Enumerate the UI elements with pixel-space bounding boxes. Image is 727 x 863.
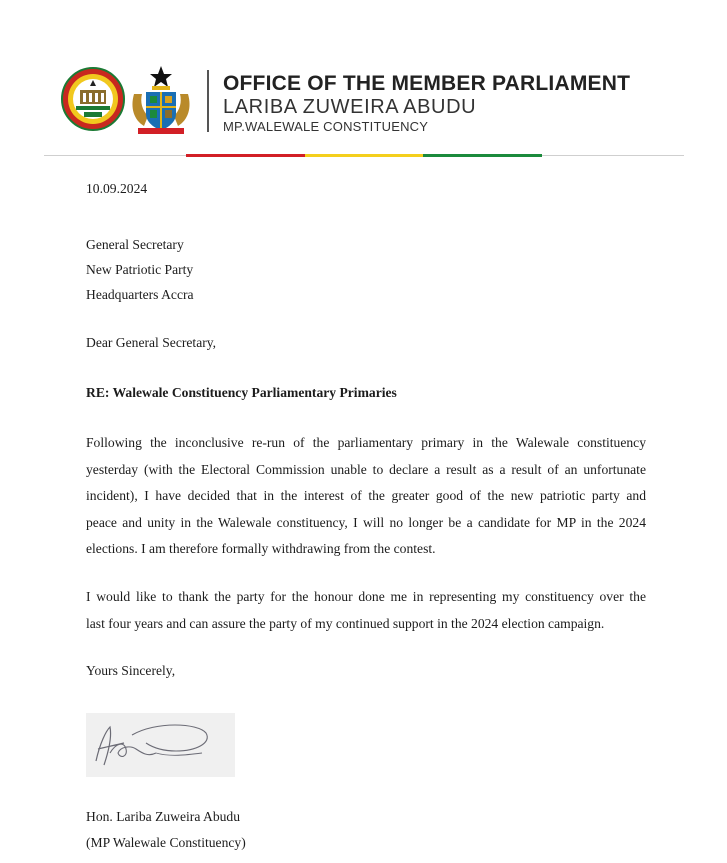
letterhead-text xyxy=(223,72,630,136)
handwritten-signature xyxy=(86,713,235,777)
paragraph-line: Following the inconclusive re-run of the parliamentary primary in the Walewale constituency xyxy=(86,435,646,450)
salutation: Dear General Secretary, xyxy=(86,335,217,350)
recipient-line: General Secretary xyxy=(86,237,184,252)
paragraph-line: incident), I have decided that in the interest of the greater good of the new patriotic party and xyxy=(86,488,646,504)
paragraph-line: last four years and can assure the party of my continued support in the 2024 election campaign. xyxy=(86,615,605,631)
body-paragraph-2 xyxy=(86,584,646,637)
parliament-seal-icon xyxy=(60,66,126,132)
letterhead-divider xyxy=(207,70,209,132)
flag-green-segment xyxy=(423,154,542,157)
constituency-label: MP.WALEWALE CONSTITUENCY xyxy=(223,119,429,134)
coat-of-arms-icon xyxy=(128,64,194,136)
letter-date: 10.09.2024 xyxy=(86,181,148,196)
paragraph-line: yesterday (with the Electoral Commission unable to declare a result as a result of an unfortunate xyxy=(86,461,646,477)
paragraph-line: elections. I am therefore formally withdrawing from the contest. xyxy=(86,541,436,557)
flag-yellow-segment xyxy=(305,154,424,157)
recipient-line: Headquarters Accra xyxy=(86,287,194,302)
paragraph-line: peace and unity in the Walewale constituency, I will no longer be a candidate for MP in the 2024 xyxy=(86,514,646,530)
mp-name: LARIBA ZUWEIRA ABUDU xyxy=(223,96,477,118)
flag-color-rule xyxy=(186,154,542,157)
recipient-line: New Patriotic Party xyxy=(86,262,194,277)
letterhead xyxy=(60,66,680,138)
paragraph-line: I would like to thank the party for the honour done me in representing my constituency over the xyxy=(86,589,646,604)
flag-red-segment xyxy=(186,154,305,157)
subject-line: RE: Walewale Constituency Parliamentary Primaries xyxy=(86,385,397,400)
closing: Yours Sincerely, xyxy=(86,663,176,678)
signatory-name: Hon. Lariba Zuweira Abudu xyxy=(86,809,241,824)
signatory-title: (MP Walewale Constituency) xyxy=(86,835,246,850)
body-paragraph-1 xyxy=(86,430,646,563)
recipient-address xyxy=(86,232,194,307)
office-title: OFFICE OF THE MEMBER PARLIAMENT xyxy=(223,72,631,95)
